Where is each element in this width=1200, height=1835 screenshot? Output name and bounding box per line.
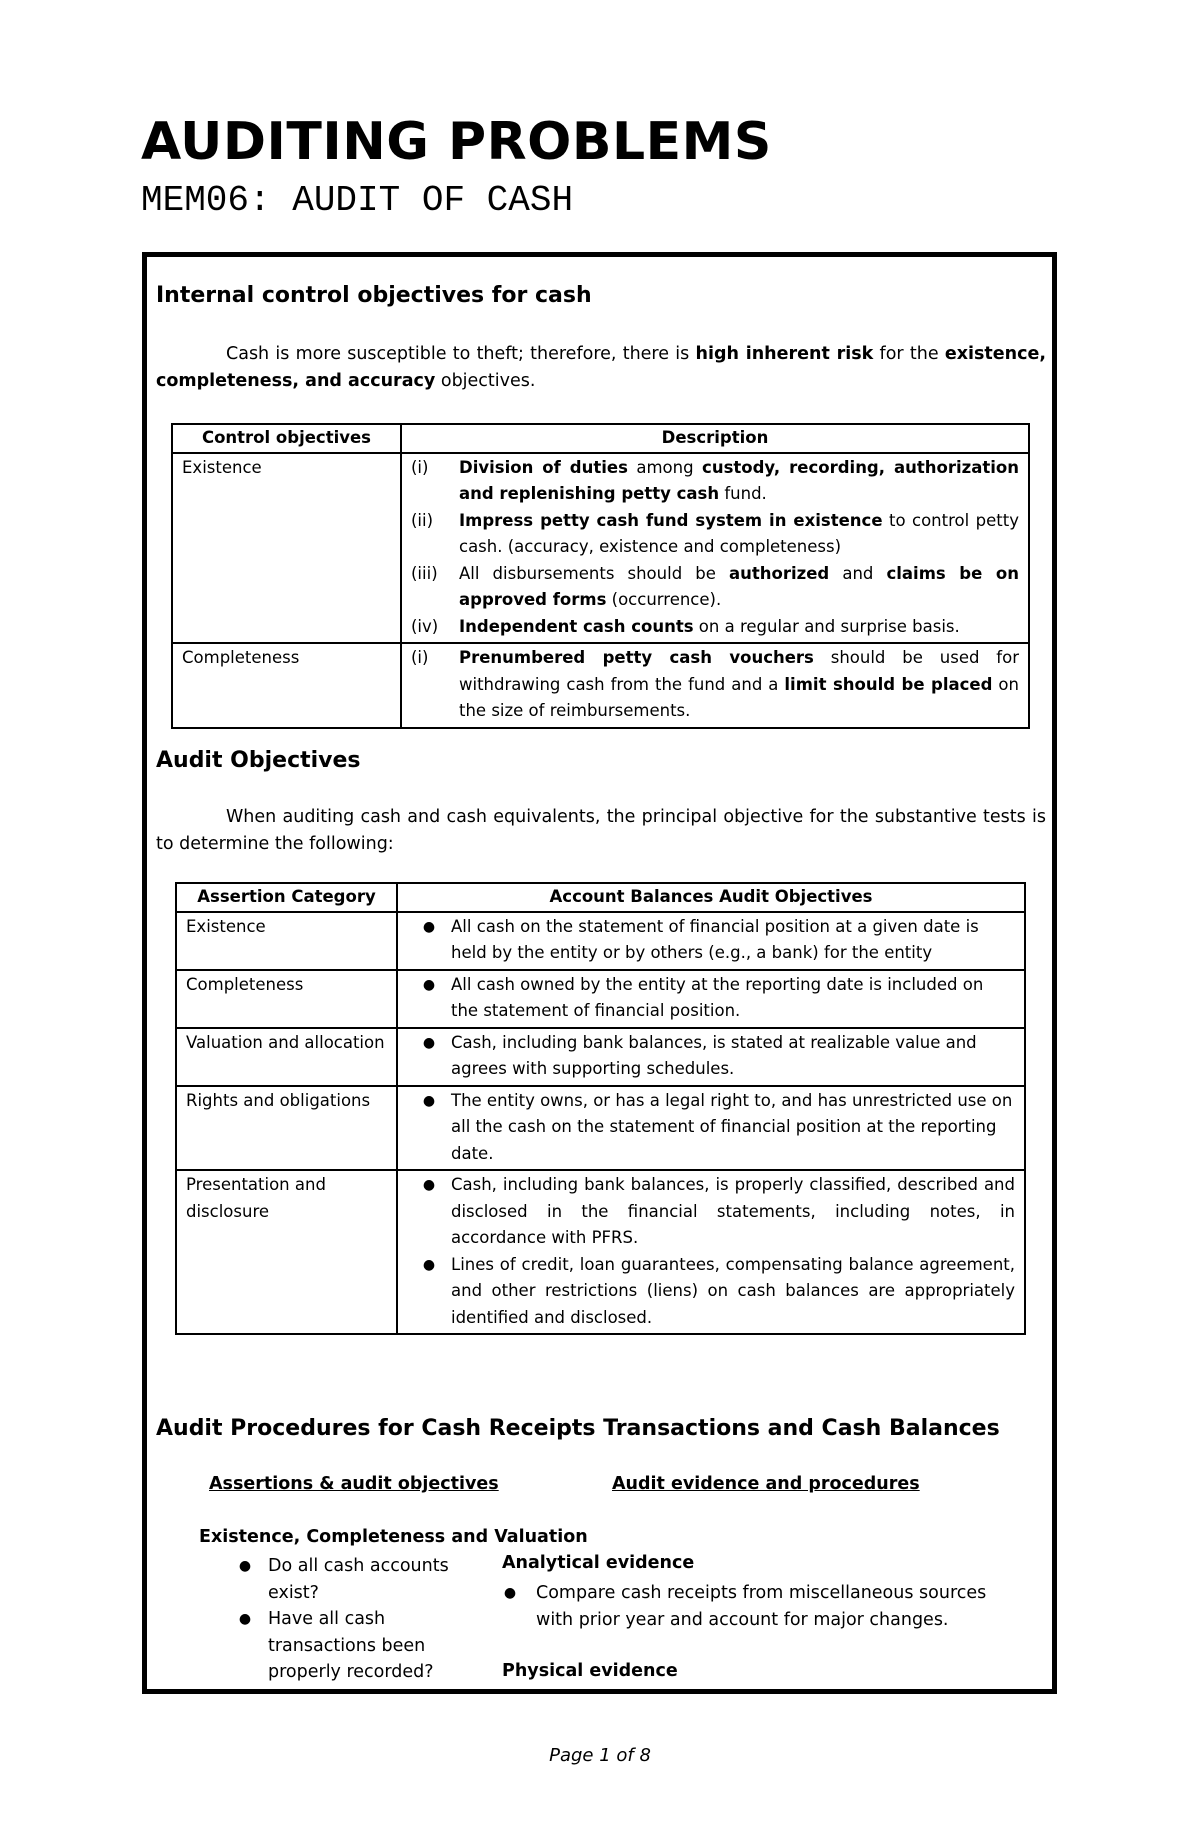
list-item: (iv) Independent cash counts on a regular and surprise basis. <box>411 616 960 636</box>
assertion-cell: Rights and obligations <box>176 1086 397 1171</box>
column-header: Control objectives <box>172 424 401 453</box>
table-row <box>176 1170 1025 1334</box>
bullet-icon: ● <box>503 1585 517 1601</box>
list-item: (iii) All disbursements should be authorized and claims be on approved forms (occurrence). <box>411 563 1019 609</box>
column-header: Assertion Category <box>176 883 397 912</box>
page-number: Page 1 of 8 <box>549 1745 651 1766</box>
subsection-heading: Existence, Completeness and Valuation <box>199 1527 588 1547</box>
bullet-icon: ● <box>422 1034 436 1051</box>
bullet-item: ● Have all cash transactions been properly recorded? <box>222 1606 462 1686</box>
bullet-icon: ● <box>422 1177 436 1193</box>
bullet-item: ● Do all cash accounts exist? <box>222 1553 462 1606</box>
bullet-item: ● Cash, including bank balances, is stated at realizable value and agrees with supporting schedules. <box>407 1030 1015 1083</box>
bullet-icon: ● <box>422 976 436 993</box>
table-row <box>172 643 1029 728</box>
bullet-icon: ● <box>238 1611 252 1627</box>
table-row <box>172 453 1029 644</box>
description-cell <box>401 453 1029 644</box>
bullet-icon: ● <box>422 1092 436 1109</box>
bullet-item: ● Cash, including bank balances, is properly classified, described and disclosed in the financial statements, including notes, in accordance with PFRS. <box>407 1172 1015 1252</box>
list-item: (ii) Impress petty cash fund system in existence to control petty cash. (accuracy, existence and completeness) <box>411 510 1019 556</box>
document-subtitle: MEM06: AUDIT OF CASH <box>141 180 574 221</box>
bullet-icon: ● <box>238 1558 252 1574</box>
table-header-row <box>176 883 1025 912</box>
audit-objectives-intro: When auditing cash and cash equivalents, the principal objective for the substantive tests is to determine the following: <box>156 807 1046 854</box>
objective-cell <box>397 1028 1025 1086</box>
list-item: (i) Prenumbered petty cash vouchers should be used for withdrawing cash from the fund and a limit should be placed on the size of reimbursements. <box>411 648 1019 720</box>
table-header-row <box>172 424 1029 453</box>
assertions-list <box>222 1553 462 1686</box>
analytical-evidence-list <box>484 1580 1014 1633</box>
internal-control-intro: Cash is more susceptible to theft; therefore, there is high inherent risk for the existence, completeness, and accuracy objectives. <box>156 344 1046 391</box>
table-row <box>176 1086 1025 1171</box>
table-row <box>176 970 1025 1028</box>
list-item: (i) Division of duties among custody, recording, authorization and replenishing petty cash fund. <box>411 457 1019 503</box>
table-row <box>176 1028 1025 1086</box>
bullet-icon: ● <box>422 918 436 935</box>
objective-cell <box>397 912 1025 970</box>
assertion-cell: Existence <box>176 912 397 970</box>
column-heading-assertions: Assertions & audit objectives <box>209 1474 499 1494</box>
document-title: AUDITING PROBLEMS <box>141 112 772 172</box>
analytical-evidence-heading: Analytical evidence <box>502 1553 695 1573</box>
column-heading-evidence: Audit evidence and procedures <box>612 1474 920 1494</box>
table-row <box>176 912 1025 970</box>
control-objectives-table <box>171 423 1030 729</box>
bullet-item: ● All cash on the statement of financial position at a given date is held by the entity or by others (e.g., a bank) for the entity <box>407 914 1015 967</box>
section-heading-audit-procedures: Audit Procedures for Cash Receipts Transactions and Cash Balances <box>156 1416 1000 1441</box>
objective-cell: Existence <box>172 453 401 644</box>
column-header: Account Balances Audit Objectives <box>397 883 1025 912</box>
assertion-cell: Presentation and disclosure <box>176 1170 397 1334</box>
objective-cell <box>397 1086 1025 1171</box>
bullet-item: ● The entity owns, or has a legal right to, and has unrestricted use on all the cash on the statement of financial position at the reporting date. <box>407 1088 1015 1168</box>
description-cell <box>401 643 1029 728</box>
objective-cell: Completeness <box>172 643 401 728</box>
bullet-item: ● All cash owned by the entity at the reporting date is included on the statement of financial position. <box>407 972 1015 1025</box>
section-heading-audit-objectives: Audit Objectives <box>156 748 361 773</box>
assertion-cell: Completeness <box>176 970 397 1028</box>
objective-cell <box>397 970 1025 1028</box>
bullet-icon: ● <box>422 1256 436 1273</box>
objective-cell <box>397 1170 1025 1334</box>
section-heading-internal-control: Internal control objectives for cash <box>156 283 592 308</box>
column-header: Description <box>401 424 1029 453</box>
bullet-item: ● Lines of credit, loan guarantees, compensating balance agreement, and other restrictions (liens) on cash balances are appropriately identified and disclosed. <box>407 1252 1015 1332</box>
audit-objectives-table <box>175 882 1026 1335</box>
bullet-item: ● Compare cash receipts from miscellaneous sources with prior year and account for major changes. <box>484 1580 1014 1633</box>
physical-evidence-heading: Physical evidence <box>502 1661 678 1681</box>
assertion-cell: Valuation and allocation <box>176 1028 397 1086</box>
